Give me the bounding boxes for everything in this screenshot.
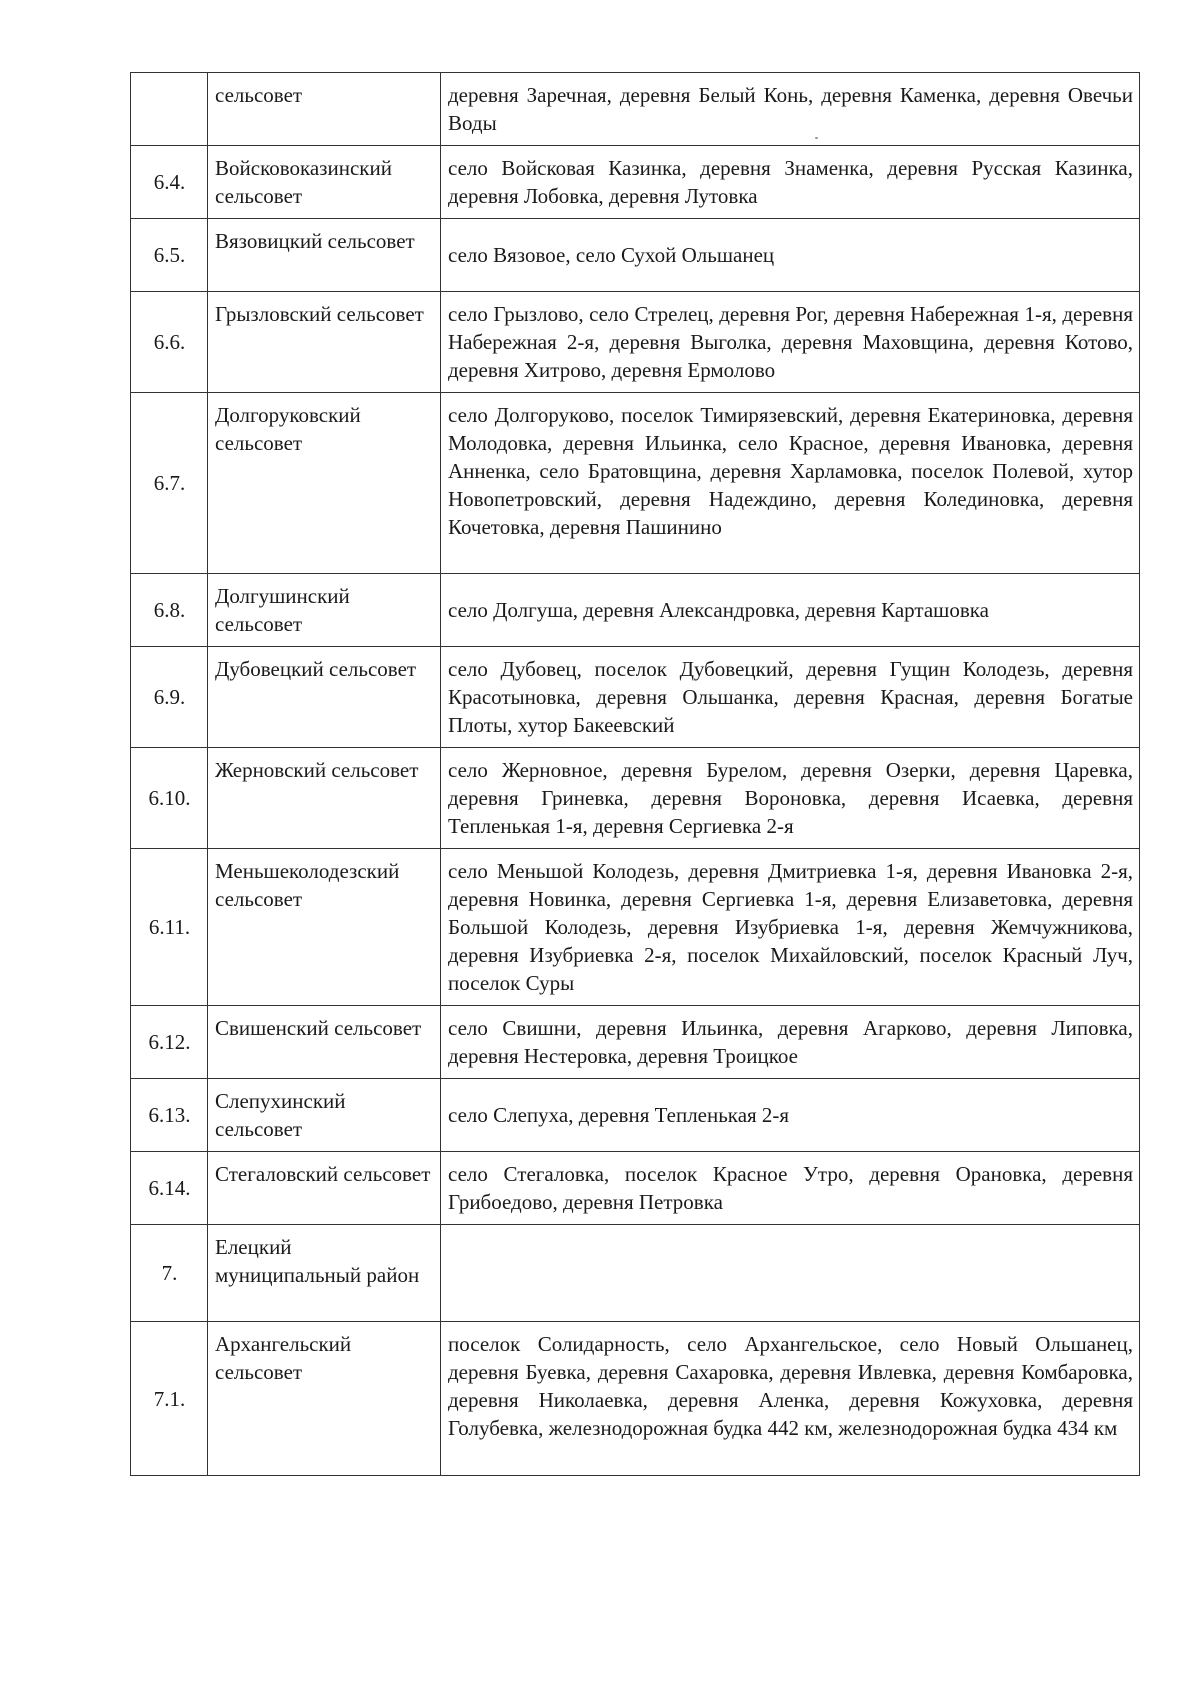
table-row	[131, 574, 1140, 647]
table-row	[131, 146, 1140, 219]
municipality-name: Жерновский сельсовет	[208, 748, 441, 849]
table-row	[131, 748, 1140, 849]
table-row	[131, 73, 1140, 146]
table-row	[131, 219, 1140, 292]
municipality-name: Меньшеколодезский сельсовет	[208, 849, 441, 1006]
row-number: 6.11.	[131, 849, 208, 1006]
row-number: 7.	[131, 1225, 208, 1322]
row-number: 6.8.	[131, 574, 208, 647]
settlements-list: село Долгоруково, поселок Тимирязевский, деревня Екатериновка, деревня Молодовка, деревня Ильинка, село Красное, деревня Ивановка, деревня Анненка, село Братовщина, деревня Харламовка, поселок Полевой, хутор Новопетровский, деревня Надеждино, деревня Колединовка, деревня Кочетовка, деревня Пашинино	[441, 393, 1140, 574]
municipality-name: Елецкий муниципальный район	[208, 1225, 441, 1322]
table-row	[131, 849, 1140, 1006]
municipality-name: сельсовет	[208, 73, 441, 146]
table-row	[131, 292, 1140, 393]
settlements-list: село Жерновное, деревня Бурелом, деревня Озерки, деревня Царевка, деревня Гриневка, деревня Вороновка, деревня Исаевка, деревня Тепленькая 1-я, деревня Сергиевка 2-я	[441, 748, 1140, 849]
municipality-name: Дубовецкий сельсовет	[208, 647, 441, 748]
municipality-name: Долгоруковский сельсовет	[208, 393, 441, 574]
settlements-list: село Грызлово, село Стрелец, деревня Рог, деревня Набережная 1-я, деревня Набережная 2-я, деревня Выголка, деревня Маховщина, деревня Котово, деревня Хитрово, деревня Ермолово	[441, 292, 1140, 393]
municipality-name: Вязовицкий сельсовет	[208, 219, 441, 292]
table-row	[131, 1079, 1140, 1152]
row-number: 7.1.	[131, 1322, 208, 1476]
municipality-name: Войсковоказинский сельсовет	[208, 146, 441, 219]
row-number: 6.7.	[131, 393, 208, 574]
municipality-name: Архангельский сельсовет	[208, 1322, 441, 1476]
settlements-list: село Стегаловка, поселок Красное Утро, деревня Орановка, деревня Грибоедово, деревня Петровка	[441, 1152, 1140, 1225]
row-number: 6.5.	[131, 219, 208, 292]
row-number: 6.6.	[131, 292, 208, 393]
settlements-list: село Слепуха, деревня Тепленькая 2-я	[441, 1079, 1140, 1152]
settlements-list: село Свишни, деревня Ильинка, деревня Агарково, деревня Липовка, деревня Нестеровка, деревня Троицкое	[441, 1006, 1140, 1079]
row-number: 6.9.	[131, 647, 208, 748]
settlements-list: село Долгуша, деревня Александровка, деревня Карташовка	[441, 574, 1140, 647]
municipality-name: Грызловский сельсовет	[208, 292, 441, 393]
table-row	[131, 393, 1140, 574]
row-number: 6.12.	[131, 1006, 208, 1079]
table-row	[131, 1322, 1140, 1476]
settlements-list: село Вязовое, село Сухой Ольшанец	[441, 219, 1140, 292]
row-number: 6.14.	[131, 1152, 208, 1225]
settlements-list	[441, 1225, 1140, 1322]
settlements-list: село Дубовец, поселок Дубовецкий, деревня Гущин Колодезь, деревня Красотыновка, деревня Ольшанка, деревня Красная, деревня Богатые Плоты, хутор Бакеевский	[441, 647, 1140, 748]
municipality-name: Свишенский сельсовет	[208, 1006, 441, 1079]
row-number: 6.10.	[131, 748, 208, 849]
settlements-list: село Войсковая Казинка, деревня Знаменка, деревня Русская Казинка, деревня Лобовка, деревня Лутовка	[441, 146, 1140, 219]
settlements-list: поселок Солидарность, село Архангельское, село Новый Ольшанец, деревня Буевка, деревня Сахаровка, деревня Ивлевка, деревня Комбаровка, деревня Николаевка, деревня Аленка, деревня Кожуховка, деревня Голубевка, железнодорожная будка 442 км, железнодорожная будка 434 км	[441, 1322, 1140, 1476]
settlements-list: деревня Заречная, деревня Белый Конь, деревня Каменка, деревня Овечьи Воды	[441, 73, 1140, 146]
municipality-name: Долгушинский сельсовет	[208, 574, 441, 647]
row-number	[131, 73, 208, 146]
table-row	[131, 1006, 1140, 1079]
municipality-name: Слепухинский сельсовет	[208, 1079, 441, 1152]
row-number: 6.13.	[131, 1079, 208, 1152]
settlements-table	[130, 72, 1140, 1476]
table-row	[131, 647, 1140, 748]
municipality-name: Стегаловский сельсовет	[208, 1152, 441, 1225]
table-row	[131, 1152, 1140, 1225]
settlements-list: село Меньшой Колодезь, деревня Дмитриевка 1-я, деревня Ивановка 2-я, деревня Новинка, деревня Сергиевка 1-я, деревня Елизаветовка, деревня Большой Колодезь, деревня Изубриевка 1-я, деревня Жемчужникова, деревня Изубриевка 2-я, поселок Михайловский, поселок Красный Луч, поселок Суры	[441, 849, 1140, 1006]
table-row	[131, 1225, 1140, 1322]
row-number: 6.4.	[131, 146, 208, 219]
